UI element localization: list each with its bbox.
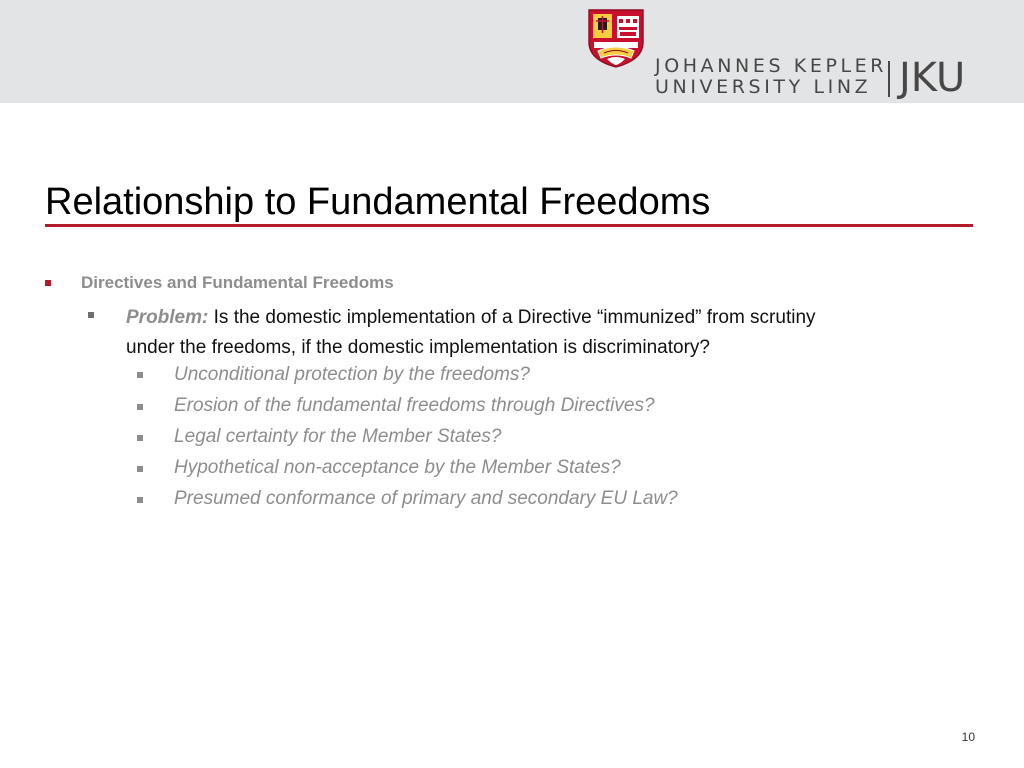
logo-divider — [888, 61, 890, 97]
level-3-bullet-icon — [137, 404, 143, 410]
question-erosion-freedoms: Erosion of the fundamental freedoms through Directives? — [174, 395, 655, 416]
title-divider — [45, 224, 973, 227]
level-3-bullet-icon — [137, 372, 143, 378]
question-unconditional-protection: Unconditional protection by the freedoms? — [174, 364, 530, 385]
jku-acronym: JKU — [899, 55, 966, 101]
university-crest-icon — [587, 8, 645, 68]
question-presumed-conformance: Presumed conformance of primary and secondary EU Law? — [174, 488, 678, 509]
level-3-bullet-icon — [137, 497, 143, 503]
problem-label: Problem: — [126, 307, 209, 328]
problem-text-first-line: Is the domestic implementation of a Directive “immunized” from scrutiny — [213, 307, 816, 328]
university-name-line1: JOHANNES KEPLER — [655, 55, 888, 77]
question-legal-certainty: Legal certainty for the Member States? — [174, 426, 502, 447]
problem-text-second-line: under the freedoms, if the domestic implementation is discriminatory? — [126, 337, 710, 358]
level-3-bullet-icon — [137, 435, 143, 441]
level-1-bullet-icon — [45, 280, 51, 286]
problem-bullet — [126, 303, 972, 363]
slide-title: Relationship to Fundamental Freedoms — [45, 181, 711, 223]
university-name — [655, 56, 891, 98]
level-2-bullet-icon — [88, 312, 94, 318]
level-3-bullet-icon — [137, 466, 143, 472]
question-hypothetical-non-acceptance: Hypothetical non-acceptance by the Member States? — [174, 457, 621, 478]
university-name-line2: UNIVERSITY LINZ — [655, 76, 872, 98]
bullet-directives-fundamental-freedoms: Directives and Fundamental Freedoms — [81, 273, 394, 292]
page-number: 10 — [961, 730, 975, 744]
